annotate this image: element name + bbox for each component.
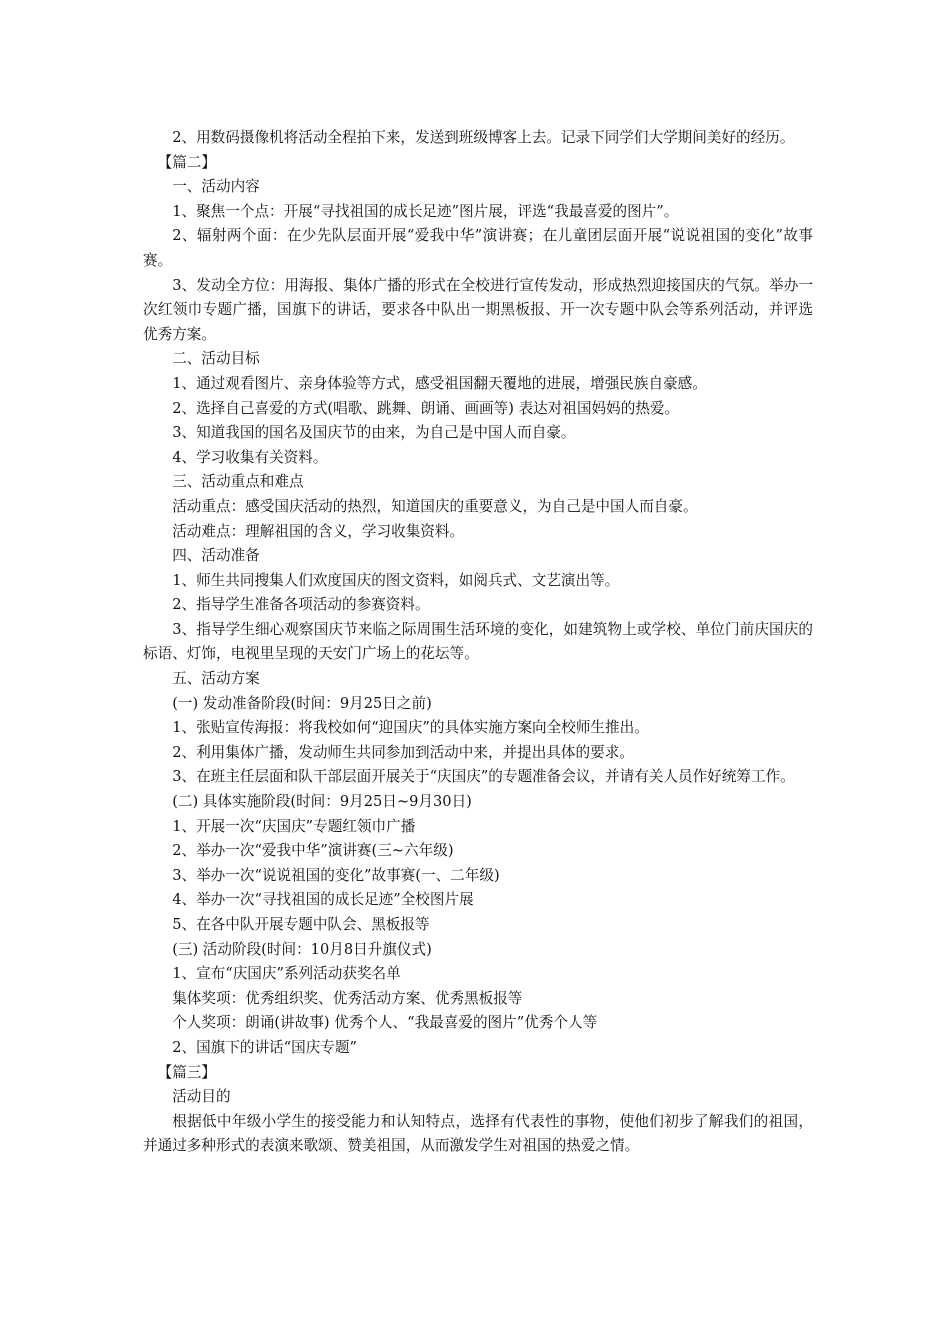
- paragraph: 活动目的: [172, 1088, 231, 1106]
- paragraph: 1、开展一次“庆国庆”专题红领巾广播: [172, 817, 416, 835]
- paragraph: 活动难点：理解祖国的含义，学习收集资料。: [172, 522, 465, 540]
- paragraph: 三、活动重点和难点: [172, 473, 304, 491]
- paragraph: 根据低中年级小学生的接受能力和认知特点，选择有代表性的事物，使他们初步了解我们的祖国，并通过多种形式的表演来歌颂、赞美祖国，从而激发学生对祖国的热爱之情。: [143, 1112, 813, 1155]
- paragraph: 4、举办一次“寻找祖国的成长足迹”全校图片展: [172, 891, 474, 909]
- paragraph: 活动重点：感受国庆活动的热烈，知道国庆的重要意义，为自己是中国人而自豪。: [172, 497, 698, 515]
- paragraph: 3、指导学生细心观察国庆节来临之际周围生活环境的变化，如建筑物上或学校、单位门前庆国庆的标语、灯饰，电视里呈现的天安门广场上的花坛等。: [143, 620, 813, 663]
- section-heading: 【篇三】: [157, 1063, 216, 1081]
- paragraph: 5、在各中队开展专题中队会、黑板报等: [172, 916, 430, 933]
- paragraph: 2、辐射两个面：在少先队层面开展“爱我中华”演讲赛；在儿童团层面开展“说说祖国的变化”故事赛。: [143, 227, 813, 269]
- paragraph: 3、举办一次“说说祖国的变化”故事赛(一、二年级): [172, 866, 500, 884]
- paragraph: 二、活动目标: [172, 350, 260, 368]
- paragraph: 2、国旗下的讲话“国庆专题”: [172, 1038, 357, 1056]
- paragraph: 4、学习收集有关资料。: [172, 448, 328, 466]
- paragraph: 四、活动准备: [172, 547, 260, 565]
- paragraph: 1、张贴宣传海报：将我校如何“迎国庆”的具体实施方案向全校师生推出。: [172, 719, 649, 737]
- paragraph: 1、聚焦一个点：开展“寻找祖国的成长足迹”图片展，评选“我最喜爱的图片”。: [172, 202, 679, 220]
- paragraph: 1、通过观看图片、亲身体验等方式，感受祖国翻天覆地的进展，增强民族自豪感。: [172, 374, 707, 392]
- paragraph: 个人奖项：朗诵(讲故事) 优秀个人、“我最喜爱的图片”优秀个人等: [172, 1014, 598, 1032]
- paragraph: 2、用数码摄像机将活动全程拍下来，发送到班级博客上去。记录下同学们大学期间美好的经历。: [172, 129, 795, 146]
- paragraph: 集体奖项：优秀组织奖、优秀活动方案、优秀黑板报等: [172, 989, 523, 1007]
- document-body: [143, 126, 813, 1159]
- section-heading: 【篇二】: [157, 153, 216, 171]
- paragraph: 3、在班主任层面和队干部层面开展关于“庆国庆”的专题准备会议，并请有关人员作好统筹工作。: [172, 768, 795, 786]
- paragraph: 1、宣布“庆国庆”系列活动获奖名单: [172, 965, 401, 983]
- paragraph: 2、指导学生准备各项活动的参赛资料。: [172, 596, 430, 614]
- paragraph: 五、活动方案: [172, 670, 260, 688]
- paragraph: 2、选择自己喜爱的方式(唱歌、跳舞、朗诵、画画等) 表达对祖国妈妈的热爱。: [172, 399, 680, 417]
- paragraph: 2、举办一次“爱我中华”演讲赛(三~六年级): [172, 842, 454, 860]
- paragraph: 2、利用集体广播，发动师生共同参加到活动中来，并提出具体的要求。: [172, 743, 634, 761]
- paragraph: 一、活动内容: [172, 178, 260, 196]
- paragraph: (二) 具体实施阶段(时间：9月25日~9月30日): [172, 793, 472, 811]
- paragraph: (三) 活动阶段(时间：10月8日升旗仪式): [172, 940, 432, 958]
- paragraph: (一) 发动准备阶段(时间：9月25日之前): [172, 694, 432, 712]
- paragraph: 3、知道我国的国名及国庆节的由来，为自己是中国人而自豪。: [172, 424, 576, 442]
- paragraph: 1、师生共同搜集人们欢度国庆的图文资料，如阅兵式、文艺演出等。: [172, 571, 620, 589]
- paragraph: 3、发动全方位：用海报、集体广播的形式在全校进行宣传发动，形成热烈迎接国庆的气氛。举办一次红领巾专题广播，国旗下的讲话，要求各中队出一期黑板报、开一次专题中队会等系列活动，并评选优秀方案。: [143, 276, 813, 343]
